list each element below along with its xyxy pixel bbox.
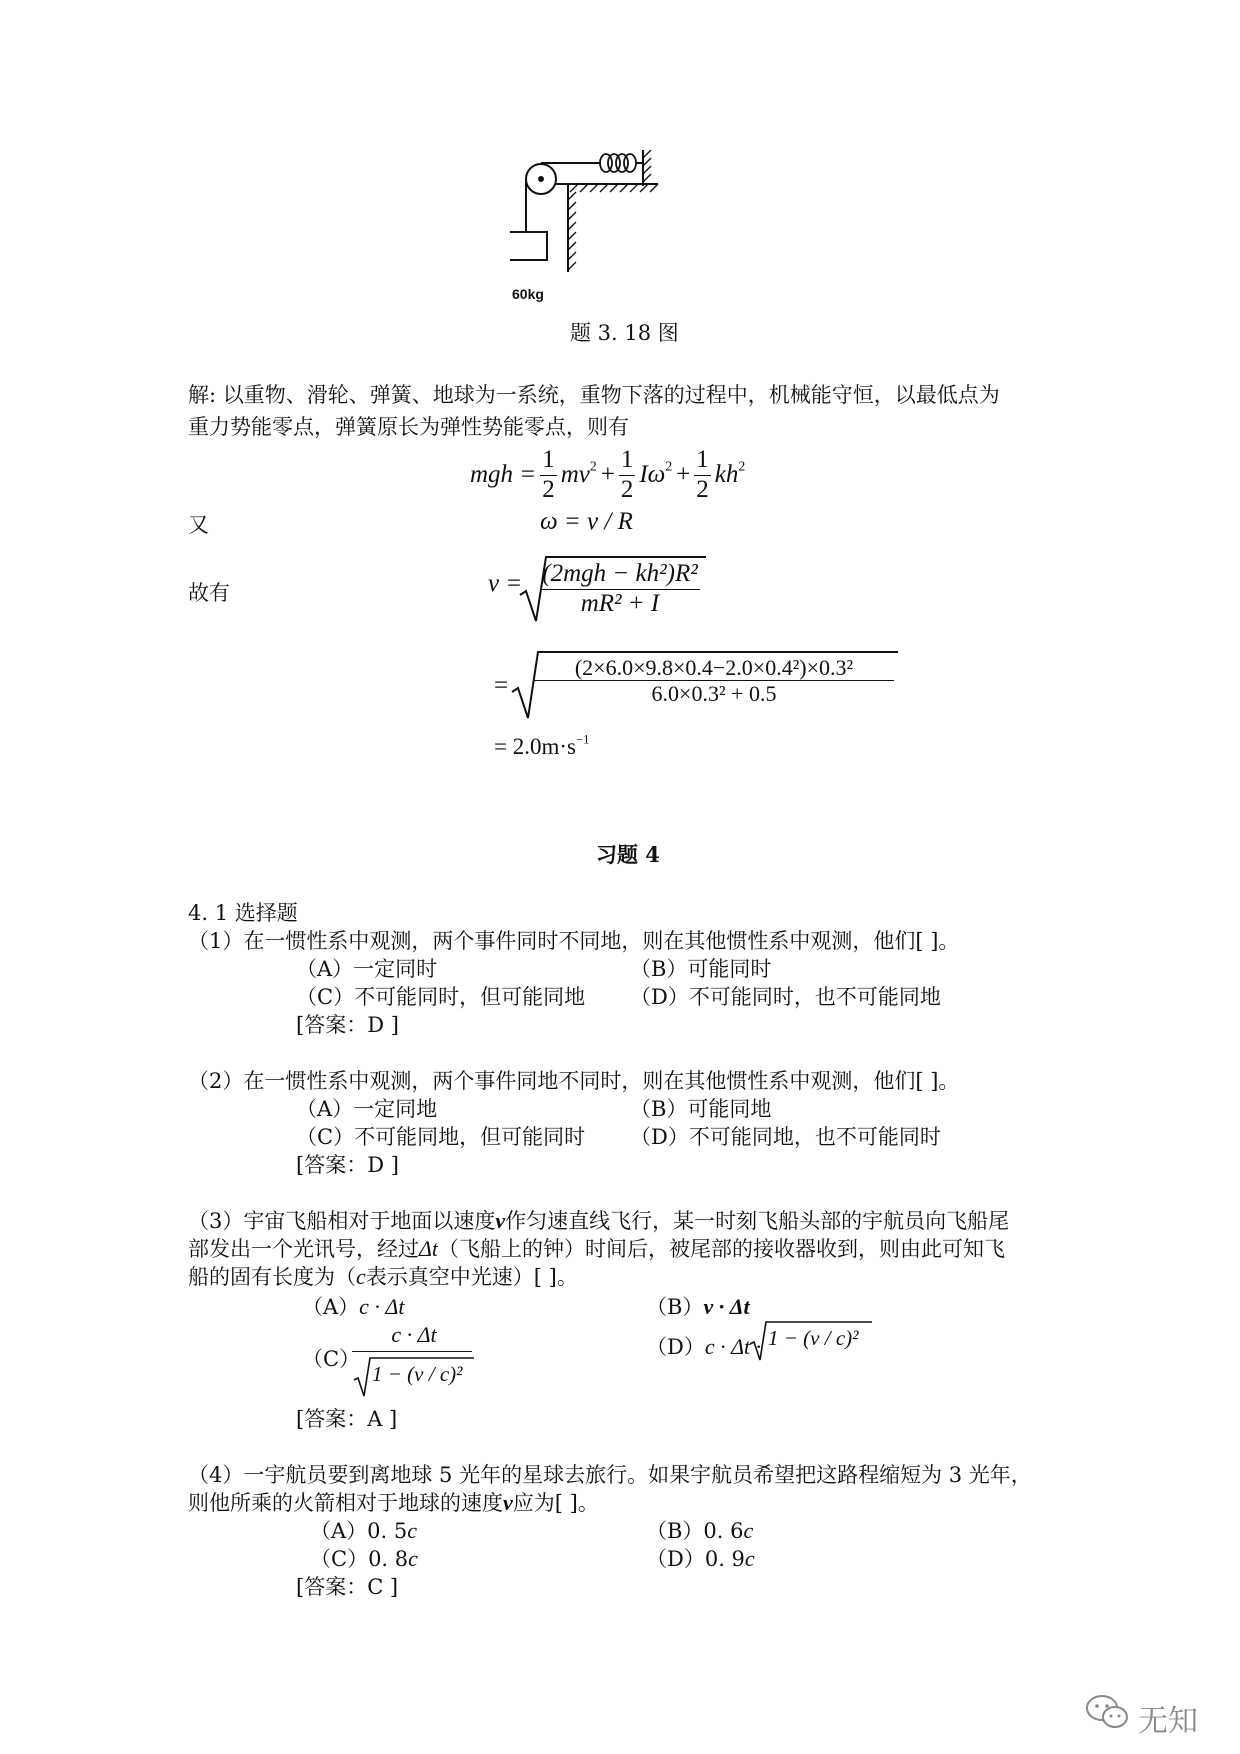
q2-answer: [答案：D ] (296, 1153, 399, 1177)
q4-option-b: （B）0. 6c (646, 1518, 754, 1543)
exercise-title: 习题 4 (596, 842, 660, 867)
q4-option-a: （A）0. 5c (310, 1518, 418, 1543)
q4-line-2: 则他所乘的火箭相对于地球的速度v应为[ ]。 (188, 1490, 599, 1515)
spring (600, 154, 636, 172)
solution-line-1: 解: 以重物、滑轮、弹簧、地球为一系统，重物下落的过程中，机械能守恒，以最低点为 (188, 383, 1000, 407)
you-label: 又 (188, 513, 209, 537)
q4-option-c: （C）0. 8c (310, 1546, 418, 1571)
omega-equation: ω = v / R (540, 508, 633, 535)
pulley-spring-figure (510, 150, 740, 310)
q3-answer: [答案：A ] (296, 1407, 398, 1431)
figure-caption: 题 3. 18 图 (570, 321, 679, 345)
q4-line-1: （4）一宇航员要到离地球 5 光年的星球去旅行。如果宇航员希望把这路程缩短为 3 光年， (188, 1463, 1032, 1487)
q3-option-d: （D）c · Δt · (646, 1334, 762, 1359)
q3-option-c-num: c · Δt (391, 1322, 437, 1347)
q2-option-d: （D）不可能同地，也不可能同时 (630, 1125, 941, 1149)
q3-line-2: 部发出一个光讯号，经过Δt（飞船上的钟）时间后，被尾部的接收器收到，则由此可知飞 (188, 1236, 1006, 1261)
q3-line-1: （3）宇宙飞船相对于地面以速度v作匀速直线飞行，某一时刻飞船头部的宇航员向飞船尾 (188, 1208, 1010, 1233)
q3-option-c-bar (352, 1351, 472, 1352)
q3-option-c-den: 1 − (v / c)² (372, 1362, 463, 1386)
q3-option-b: （B）v · Δt (646, 1294, 750, 1319)
watermark-text: 无知 (1138, 1704, 1198, 1739)
q1-option-c: （C）不可能同时，但可能同地 (296, 985, 586, 1009)
section-title: 4. 1 选择题 (188, 901, 298, 925)
q3-option-d-root: 1 − (v / c)² (768, 1326, 859, 1350)
q2-option-c: （C）不可能同地，但可能同时 (296, 1125, 586, 1149)
wechat-icon (1084, 1692, 1132, 1732)
q2-stem: （2）在一惯性系中观测，两个事件同地不同时，则在其他惯性系中观测，他们[ ]。 (188, 1069, 960, 1093)
q3-option-c-label: （C） (302, 1347, 361, 1371)
q1-option-b: （B）可能同时 (630, 957, 772, 981)
q4-answer: [答案：C ] (296, 1575, 399, 1599)
q2-option-b: （B）可能同地 (630, 1097, 772, 1121)
mass-label: 60kg (512, 286, 544, 302)
q1-stem: （1）在一惯性系中观测，两个事件同时不同地，则在其他惯性系中观测，他们[ ]。 (188, 929, 960, 953)
q1-option-d: （D）不可能同时，也不可能同地 (630, 985, 941, 1009)
v-formula-fraction: $\frac{\text{(2mgh − kh²)R²}}{\text{mR² + I}}$ (540, 560, 700, 619)
q1-option-a: （A）一定同时 (296, 957, 438, 981)
energy-equation: mgh = $\frac{1}{2}$ $mv^2$ + $\frac{1}{2}$ $I\omega^2$ + $\frac{1}{2}$ $kh^2$ (470, 445, 746, 503)
q3-option-a: （A）c · Δt (302, 1294, 405, 1319)
q3-line-3: 船的固有长度为（c表示真空中光速）[ ]。 (188, 1264, 578, 1289)
q2-option-a: （A）一定同地 (296, 1097, 438, 1121)
q4-option-d: （D）0. 9c (646, 1546, 755, 1571)
numeric-eq-sign: = (494, 672, 509, 699)
result: = $2.0m\cdot s^{-1}$ (494, 732, 590, 759)
q1-answer: [答案：D ] (296, 1013, 399, 1037)
mass-block (510, 232, 547, 260)
numeric-fraction: $\frac{\text{(2×6.0×9.8×0.4−2.0×0.4²)×0.3²}}{\text{6.0×0.3² + 0.5}}$ (534, 655, 894, 707)
solution-line-2: 重力势能零点，弹簧原长为弹性势能零点，则有 (188, 415, 629, 439)
guyou-label: 故有 (188, 581, 230, 605)
v-formula-lhs: v = (488, 570, 523, 597)
